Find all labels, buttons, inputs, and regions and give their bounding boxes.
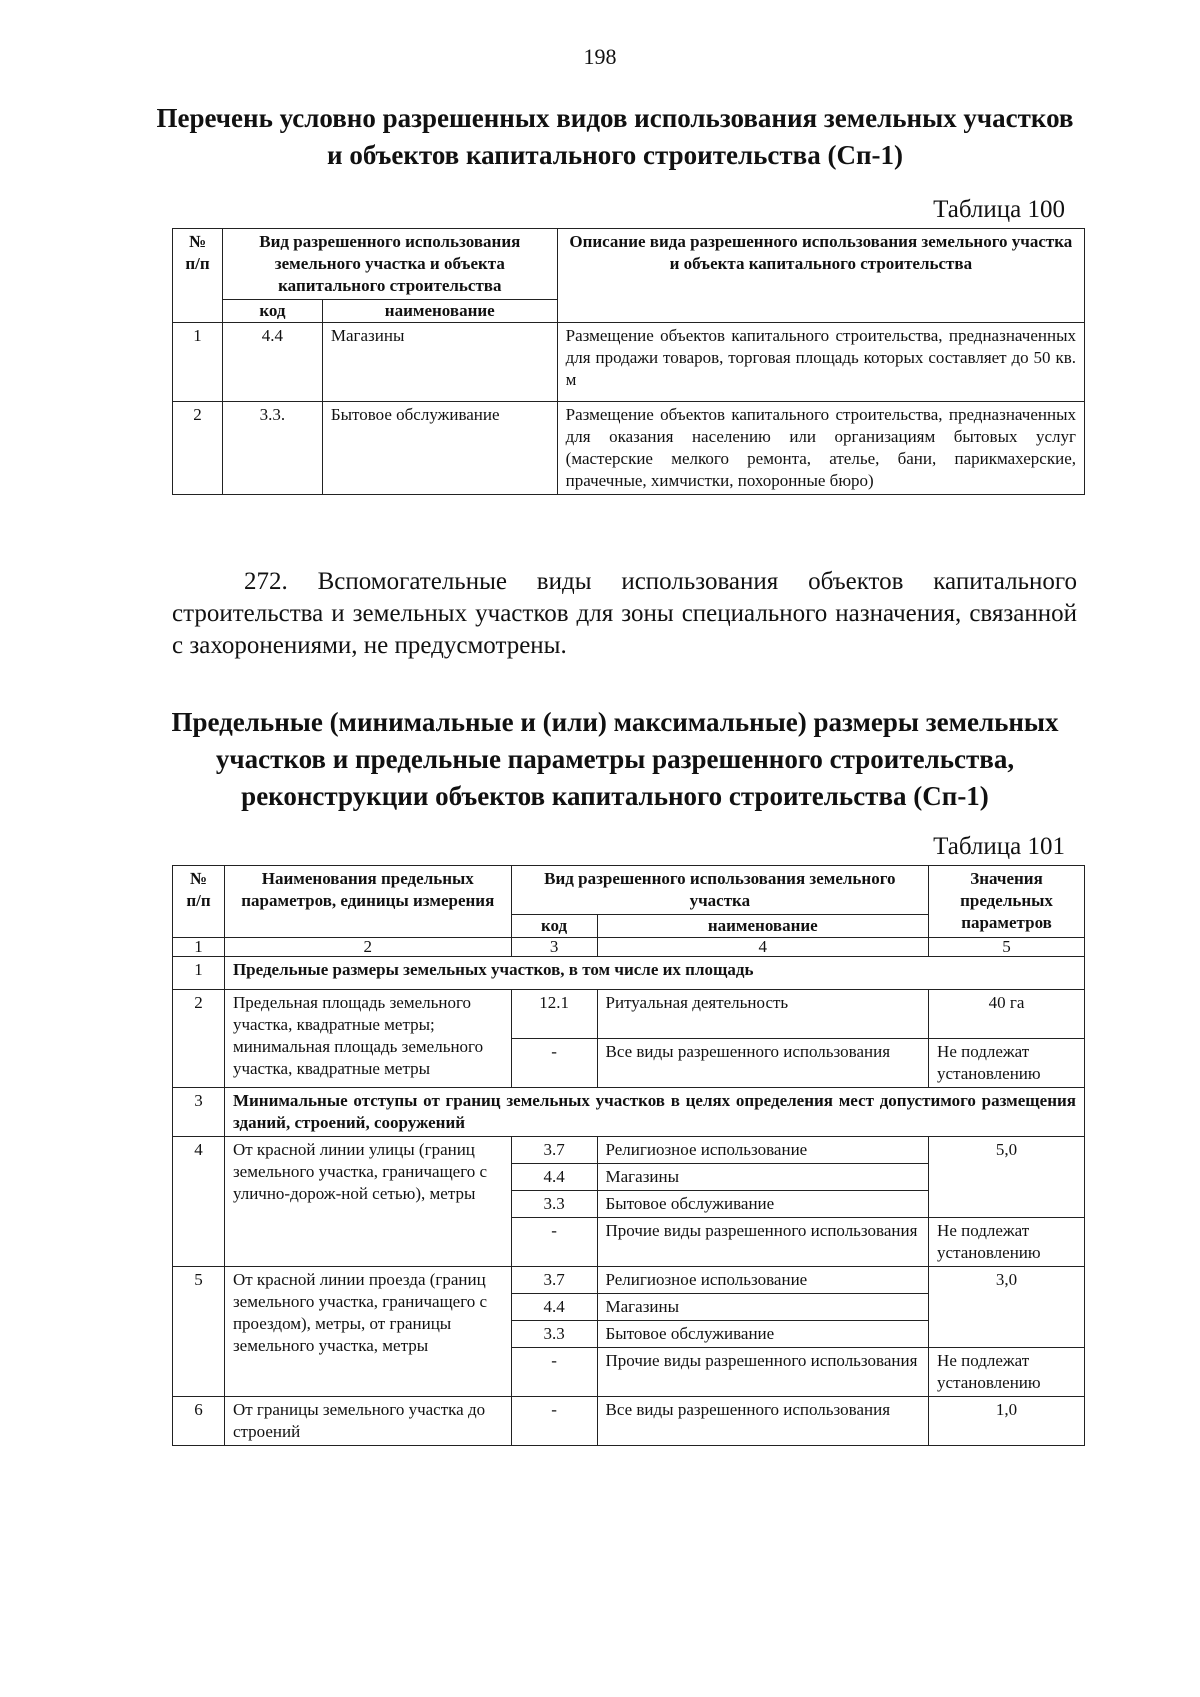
row-name: Магазины	[597, 1164, 929, 1191]
row-num: 2	[173, 990, 225, 1088]
row-code: 4.4	[222, 323, 322, 402]
col-number: 3	[511, 938, 597, 957]
col-desc-header: Описание вида разрешенного использования земельного участка и объекта капитального строительства	[557, 229, 1084, 323]
col-num-header: № п/п	[173, 229, 223, 323]
row-code: 4.4	[511, 1294, 597, 1321]
row-param: Предельная площадь земельного участка, квадратные метры; минимальная площадь земельного участка, квадратные метры	[224, 990, 511, 1088]
col-vid-header: Вид разрешенного использования земельного участка	[511, 866, 928, 915]
row-name: Бытовое обслуживание	[597, 1191, 929, 1218]
row-code: 4.4	[511, 1164, 597, 1191]
row-code: 3.3.	[222, 402, 322, 495]
heading-line: Перечень условно разрешенных видов использования земельных участков	[156, 103, 1074, 133]
col-name-header: наименование	[322, 300, 557, 323]
heading-line: и объектов капитального строительства (Сп-1)	[327, 140, 903, 170]
row-num: 2	[173, 402, 223, 495]
paragraph-number: 272.	[244, 568, 288, 595]
row-value: 3,0	[929, 1267, 1085, 1348]
heading-line: участков и предельные параметры разрешенного строительства,	[215, 744, 1015, 774]
row-code: 3.7	[511, 1137, 597, 1164]
page-number: 198	[583, 44, 617, 69]
table-row	[173, 957, 1085, 990]
row-value: Не подлежат установлению	[929, 1218, 1085, 1267]
row-param: От красной линии улицы (границ земельного участка, граничащего с улично-дорож-ной сетью), метры	[224, 1137, 511, 1267]
col-values-header: Значения предельных параметров	[929, 866, 1085, 938]
row-num: 5	[173, 1267, 225, 1397]
row-value: Не подлежат установлению	[929, 1039, 1085, 1088]
row-desc: Размещение объектов капитального строительства, предназначенных для продажи товаров, торговая площадь которых составляет до 50 кв. м	[557, 323, 1084, 402]
col-code-header: код	[222, 300, 322, 323]
row-name: Религиозное использование	[597, 1267, 929, 1294]
table-row	[173, 323, 1085, 402]
row-name: Религиозное использование	[597, 1137, 929, 1164]
heading-limits	[150, 704, 1080, 815]
table-101	[172, 865, 1085, 1446]
row-num: 1	[173, 323, 223, 402]
table-row	[173, 1397, 1085, 1446]
row-name: Ритуальная деятельность	[597, 990, 929, 1039]
row-name: Магазины	[597, 1294, 929, 1321]
table-100-caption: Таблица 100	[933, 196, 1065, 223]
row-name: Бытовое обслуживание	[597, 1321, 929, 1348]
col-number: 5	[929, 938, 1085, 957]
heading-permitted-uses	[150, 100, 1080, 174]
row-name: Все виды разрешенного использования	[597, 1039, 929, 1088]
table-101-caption: Таблица 101	[933, 833, 1065, 860]
row-num: 3	[173, 1088, 225, 1137]
row-name: Магазины	[322, 323, 557, 402]
col-num-header: № п/п	[173, 866, 225, 938]
col-name-header: наименование	[597, 915, 929, 938]
row-value: 40 га	[929, 990, 1085, 1039]
row-num: 4	[173, 1137, 225, 1267]
section-title: Предельные размеры земельных участков, в том числе их площадь	[224, 957, 1084, 990]
table-row	[173, 990, 1085, 1039]
paragraph-text: Вспомогательные виды использования объектов капитального строительства и земельных участков для зоны специального назначения, связанной с захоронениями, не предусмотрены.	[172, 568, 1078, 659]
row-name: Прочие виды разрешенного использования	[597, 1218, 929, 1267]
heading-line: Предельные (минимальные и (или) максимальные) размеры земельных	[171, 707, 1059, 737]
table-row	[173, 1088, 1085, 1137]
table-row	[173, 1267, 1085, 1294]
col-number: 2	[224, 938, 511, 957]
col-params-header: Наименования предельных параметров, единицы измерения	[224, 866, 511, 938]
row-code: -	[511, 1218, 597, 1267]
heading-line: реконструкции объектов капитального строительства (Сп-1)	[241, 781, 989, 811]
row-code: -	[511, 1348, 597, 1397]
table-row	[173, 402, 1085, 495]
col-vid-header: Вид разрешенного использования земельного участка и объекта капитального строительства	[222, 229, 557, 300]
row-value: 1,0	[929, 1397, 1085, 1446]
row-num: 6	[173, 1397, 225, 1446]
row-value: 5,0	[929, 1137, 1085, 1218]
col-number: 4	[597, 938, 929, 957]
row-desc: Размещение объектов капитального строительства, предназначенных для оказания населению или организациям бытовых услуг (мастерские мелкого ремонта, ателье, бани, парикмахерские, прачечные, химчистки, похоронные бюро)	[557, 402, 1084, 495]
col-code-header: код	[511, 915, 597, 938]
row-code: 3.3	[511, 1321, 597, 1348]
row-num: 1	[173, 957, 225, 990]
row-code: -	[511, 1039, 597, 1088]
table-row	[173, 1137, 1085, 1164]
row-name: Бытовое обслуживание	[322, 402, 557, 495]
row-param: От границы земельного участка до строений	[224, 1397, 511, 1446]
row-code: 3.7	[511, 1267, 597, 1294]
row-param: От красной линии проезда (границ земельного участка, граничащего с проездом), метры, от границы земельного участка, метры	[224, 1267, 511, 1397]
col-number: 1	[173, 938, 225, 957]
row-code: -	[511, 1397, 597, 1446]
row-name: Все виды разрешенного использования	[597, 1397, 929, 1446]
row-code: 3.3	[511, 1191, 597, 1218]
row-code: 12.1	[511, 990, 597, 1039]
table-100	[172, 228, 1085, 495]
row-name: Прочие виды разрешенного использования	[597, 1348, 929, 1397]
row-value: Не подлежат установлению	[929, 1348, 1085, 1397]
section-title: Минимальные отступы от границ земельных участков в целях определения мест допустимого размещения зданий, строений, сооружений	[224, 1088, 1084, 1137]
paragraph-272	[172, 566, 1077, 662]
